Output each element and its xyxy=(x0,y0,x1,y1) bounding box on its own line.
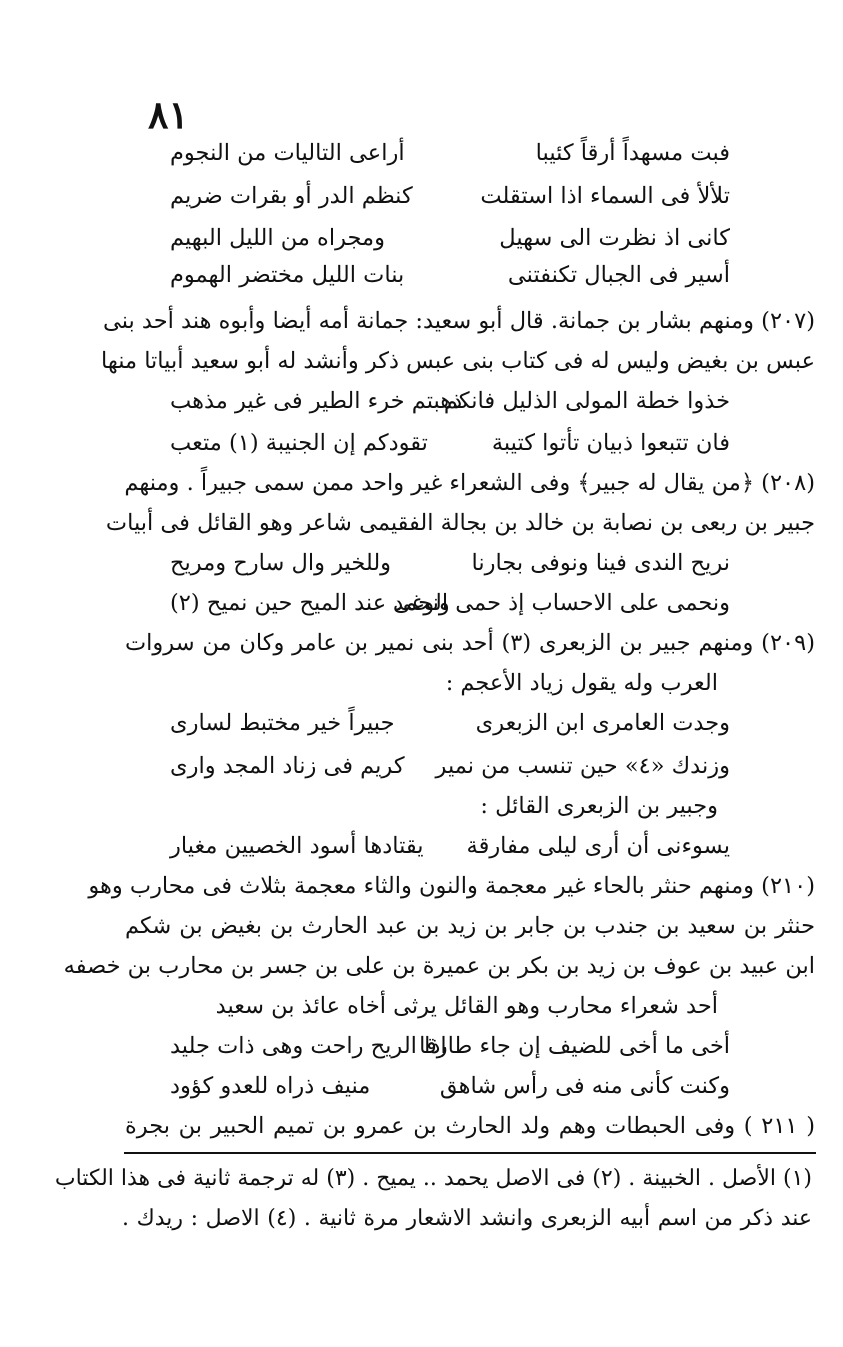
verse-hemistich-second: تقودكم إن الجنيبة (١) متعب xyxy=(170,430,428,456)
verse-hemistich-first: خذوا خطة المولى الذليل فانكم xyxy=(443,388,730,414)
verse-hemistich-second: منيف ذراه للعدو كؤود xyxy=(170,1073,371,1099)
prose-line: وجبير بن الزبعرى القائل : xyxy=(480,793,718,819)
footnote-divider xyxy=(124,1152,816,1154)
footnote-line: (١) الأصل . الخبينة . (٢) فى الاصل يحمد .. يميح . (٣) له ترجمة ثانية فى هذا الكتاب xyxy=(54,1166,812,1191)
prose-line: جبير بن ربعى بن نصابة بن خالد بن بجالة الفقيمى شاعر وهو القائل فى أبيات xyxy=(105,510,815,536)
verse-hemistich-second: كريم فى زناد المجد وارى xyxy=(170,753,405,779)
verse-hemistich-second: ومجراه من الليل البهيم xyxy=(170,225,385,251)
prose-line: العرب وله يقول زياد الأعجم : xyxy=(445,670,718,696)
verse-hemistich-second: وللخير وال سارح ومريح xyxy=(170,550,392,576)
verse-hemistich-second: جبيراً خير مختبط لسارى xyxy=(170,710,395,736)
verse-hemistich-second: أراعى التاليات من النجوم xyxy=(170,140,405,166)
verse-hemistich-first: وجدت العامرى ابن الزبعرى xyxy=(475,710,730,736)
verse-hemistich-first: أخى ما أخى للضيف إن جاء طارقا xyxy=(419,1033,730,1059)
verse-hemistich-first: تلألأ فى السماء اذا استقلت xyxy=(480,183,730,209)
verse-hemistich-second: اذا الريح راحت وهى ذات جليد xyxy=(170,1033,447,1059)
verse-hemistich-second: ذهبتم خرء الطير فى غير مذهب xyxy=(170,388,463,414)
verse-hemistich-first: وزندك «٤» حين تنسب من نمير xyxy=(435,753,730,779)
prose-line: أحد شعراء محارب وهو القائل يرثى أخاه عائذ بن سعيد xyxy=(215,993,718,1019)
prose-line: (٢٠٧) ومنهم بشار بن جمانة. قال أبو سعيد: جمانة أمه أيضا وأبوه هند أحد بنى xyxy=(102,308,815,334)
verse-hemistich-second: يقتادها أسود الخصيين مغيار xyxy=(170,833,424,859)
verse-hemistich-first: يسوءنى أن أرى ليلى مفارقة xyxy=(466,833,730,859)
verse-hemistich-second: ونحمد عند الميح حين نميح (٢) xyxy=(170,590,450,616)
prose-line: (٢٠٨) ﴿من يقال له جبير﴾ وفى الشعراء غير واحد ممن سمى جبيراً . ومنهم xyxy=(124,470,815,496)
prose-line: حنثر بن سعيد بن جندب بن جابر بن زيد بن عبد الحارث بن بغيض بن شكم xyxy=(125,913,815,939)
prose-line: (٢٠٩) ومنهم جبير بن الزبعرى (٣) أحد بنى نمير بن عامر وكان من سروات xyxy=(125,630,815,656)
verse-hemistich-first: فان تتبعوا ذبيان تأتوا كتيبة xyxy=(491,430,730,456)
verse-hemistich-second: كنظم الدر أو بقرات ضريم xyxy=(170,183,413,209)
verse-hemistich-first: فبت مسهداً أرقاً كئيبا xyxy=(535,140,730,166)
prose-line: عبس بن بغيض وليس له فى كتاب بنى عبس ذكر وأنشد له أبو سعيد أبياتا منها xyxy=(100,348,815,374)
verse-hemistich-first: ونحمى على الاحساب إذ حمى الوغى xyxy=(392,590,730,616)
prose-line: (٢١٠) ومنهم حنثر بالحاء غير معجمة والنون والثاء معجمة بثلاث فى محارب وهو xyxy=(88,873,815,899)
footnote-line: عند ذكر من اسم أبيه الزبعرى وانشد الاشعار مرة ثانية . (٤) الاصل : ريدك . xyxy=(122,1206,813,1231)
prose-line: ابن عبيد بن عوف بن زيد بن بكر بن عميرة بن على بن جسر بن محارب بن خصفه xyxy=(63,953,815,979)
verse-hemistich-first: أسير فى الجبال تكنفتنى xyxy=(507,262,730,288)
verse-hemistich-second: بنات الليل مختضر الهموم xyxy=(170,262,405,288)
verse-hemistich-first: وكنت كأنى منه فى رأس شاهق xyxy=(439,1073,730,1099)
prose-line: ( ٢١١ ) وفى الحبطات وهم ولد الحارث بن عمرو بن تميم الحبير بن بجرة xyxy=(125,1113,815,1139)
verse-hemistich-first: كانى اذ نظرت الى سهيل xyxy=(499,225,730,251)
page-number: ٨١ xyxy=(148,92,189,137)
verse-hemistich-first: نريح الندى فينا ونوفى بجارنا xyxy=(471,550,730,576)
